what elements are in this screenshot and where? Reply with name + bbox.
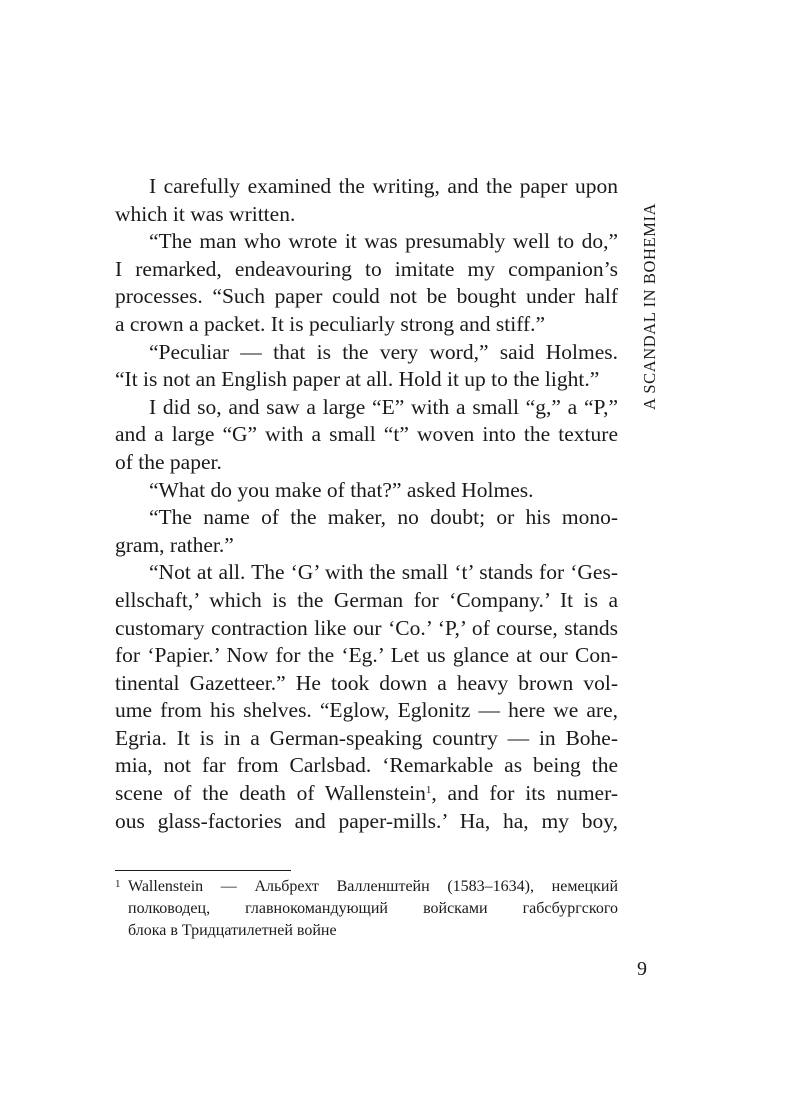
text-fragment: , and for its numer- xyxy=(431,781,618,806)
paragraph-start-line: I did so, and saw a large “E” with a small “g,” a “P,” xyxy=(149,394,618,419)
paragraph-start-line: “The name of the maker, no doubt; or his mono- xyxy=(149,505,618,530)
text-line: ume from his shelves. “Eglow, Eglonitz — here we are, xyxy=(115,698,618,723)
text-line: customary contraction like our ‘Co.’ ‘P,’ of course, stands xyxy=(115,615,618,640)
text-line: gram, rather.” xyxy=(115,532,234,557)
text-line: mia, not far from Carlsbad. ‘Remarkable as being the xyxy=(115,753,618,778)
paragraph-start-line: I carefully examined the writing, and the paper upon xyxy=(149,174,618,198)
text-line: which it was written. xyxy=(115,201,296,226)
page-number: 9 xyxy=(637,958,647,980)
text-line: of the paper. xyxy=(115,449,222,474)
footnote-line: блока в Тридцатилетней войне xyxy=(128,922,337,939)
text-line: processes. “Such paper could not be bought under half xyxy=(115,284,618,309)
footnote xyxy=(115,876,618,942)
text-line: “It is not an English paper at all. Hold it up to the light.” xyxy=(115,367,600,392)
paragraph-start-line: “What do you make of that?” asked Holmes. xyxy=(149,477,534,502)
text-line: tinental Gazetteer.” He took down a heavy brown vol- xyxy=(115,670,618,695)
text-line: for ‘Papier.’ Now for the ‘Eg.’ Let us glance at our Con- xyxy=(115,643,618,668)
text-line: ellschaft,’ which is the German for ‘Company.’ It is a xyxy=(115,587,618,612)
footnote-line: полководец, главнокомандующий войсками габсбургского xyxy=(128,900,618,917)
footnote-divider xyxy=(115,870,291,871)
text-line: I remarked, endeavouring to imitate my companion’s xyxy=(115,256,618,281)
footnote-marker: 1 xyxy=(115,878,121,890)
text-line: a crown a packet. It is peculiarly strong and stiff.” xyxy=(115,311,546,336)
paragraph-start-line: “Not at all. The ‘G’ with the small ‘t’ stands for ‘Ges- xyxy=(149,560,618,585)
running-head: A SCANDAL IN BOHEMIA xyxy=(640,202,659,410)
footnote-line: Wallenstein — Альбрехт Валленштейн (1583–1634), немецкий xyxy=(128,878,618,895)
paragraph-start-line: “The man who wrote it was presumably well to do,” xyxy=(149,229,618,254)
text-line: and a large “G” with a small “t” woven into the texture xyxy=(115,422,618,447)
text-line: ous glass-factories and paper-mills.’ Ha, ha, my boy, xyxy=(115,808,618,833)
text-fragment: scene of the death of Wallenstein xyxy=(115,781,426,806)
body-text xyxy=(115,173,618,835)
paragraph-start-line: “Peculiar — that is the very word,” said Holmes. xyxy=(149,339,618,364)
text-line: Egria. It is in a German-speaking country — in Bohe- xyxy=(115,725,618,750)
text-line-with-footnote-ref xyxy=(115,780,618,808)
footnote-reference: 1 xyxy=(425,784,432,797)
